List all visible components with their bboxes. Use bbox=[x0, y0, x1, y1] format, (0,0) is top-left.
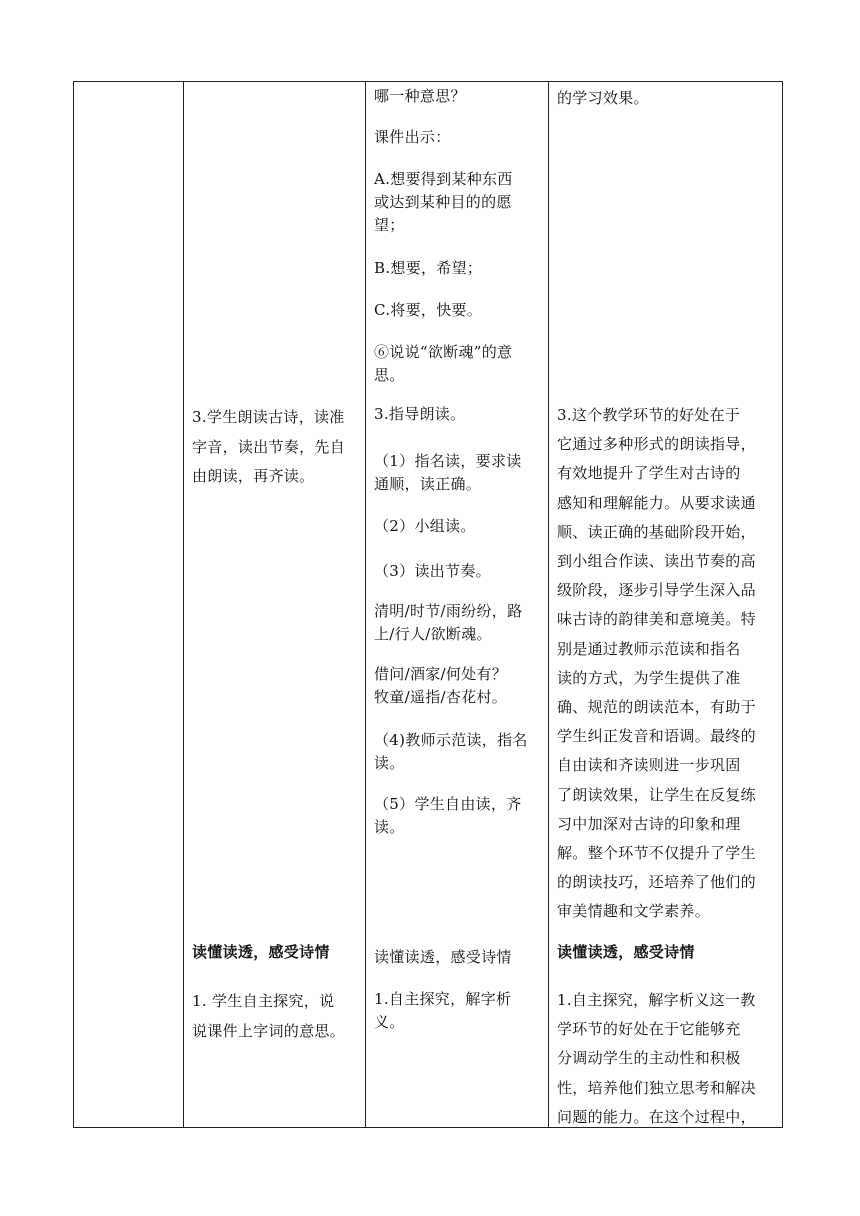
text-line: 它通过多种形式的朗读指导， bbox=[557, 435, 756, 454]
text-line: 1.自主探究，解字析 bbox=[374, 990, 512, 1008]
teacher-activity-column bbox=[365, 82, 548, 1127]
guide-reading-title: 3.指导朗读。 bbox=[374, 405, 466, 423]
text-line: 的朗读技巧，还培养了他们的 bbox=[557, 873, 756, 892]
explore-reflection-paragraph bbox=[557, 986, 756, 1132]
text-line: 读的方式，为学生提供了准 bbox=[557, 668, 741, 687]
text-line: A.想要得到某种东西 bbox=[374, 170, 513, 188]
text-line: 1.自主探究，解字析义这一教 bbox=[557, 991, 756, 1009]
text-line: 望； bbox=[374, 216, 405, 234]
text-line: 清明/时节/雨纷纷，路 bbox=[374, 602, 523, 620]
text-line: 字音，读出节奏，先自 bbox=[192, 437, 346, 456]
text-line: （4)教师示范读，指名 bbox=[374, 731, 528, 749]
text-line: 通顺，读正确。 bbox=[374, 475, 482, 493]
text-line: 性，培养他们独立思考和解决 bbox=[557, 1078, 756, 1097]
question-end-text: 哪一种意思？ bbox=[374, 87, 466, 105]
text-line: 感知和理解能力。从要求读通 bbox=[557, 493, 756, 512]
text-line: 自由读和齐读则进一步巩固 bbox=[557, 756, 741, 775]
text-line: 学生纠正发音和语调。最终的 bbox=[557, 727, 756, 746]
option-c: C.将要，快要。 bbox=[374, 301, 483, 319]
stage-column bbox=[74, 82, 183, 1127]
teacher-explore bbox=[374, 988, 511, 1034]
text-line: 确、规范的朗读范本，有助于 bbox=[557, 698, 756, 717]
text-line: 有效地提升了学生对古诗的 bbox=[557, 464, 741, 483]
reading-step-2: （2）小组读。 bbox=[374, 517, 476, 535]
effect-end-text: 的学习效果。 bbox=[557, 89, 649, 107]
text-line: 解。整个环节不仅提升了学生 bbox=[557, 844, 756, 863]
text-line: 味古诗的韵律美和意境美。特 bbox=[557, 610, 756, 629]
option-a bbox=[374, 168, 513, 237]
option-b: B.想要，希望； bbox=[374, 259, 483, 277]
poem-rhythm-line-2 bbox=[374, 663, 507, 709]
text-line: （5）学生自由读，齐 bbox=[374, 795, 522, 813]
text-line: 或达到某种目的的愿 bbox=[374, 193, 512, 211]
text-line: 上/行人/欲断魂。 bbox=[374, 625, 492, 643]
reading-step-4 bbox=[374, 729, 528, 775]
poem-rhythm-line-1 bbox=[374, 600, 522, 646]
question-6 bbox=[374, 341, 512, 387]
text-line: 问题的能力。在这个过程中， bbox=[557, 1107, 756, 1126]
text-line: 由朗读，再齐读。 bbox=[192, 467, 315, 485]
section-title: 读懂读透，感受诗情 bbox=[374, 948, 512, 966]
text-line: （1）指名读，要求读 bbox=[374, 452, 522, 470]
text-line: 借问/酒家/何处有？ bbox=[374, 665, 508, 683]
student-activity-column bbox=[183, 82, 365, 1127]
text-line: 了朗读效果，让学生在反复练 bbox=[557, 785, 756, 804]
text-line: 牧童/遥指/杏花村。 bbox=[374, 688, 508, 706]
reading-step-5 bbox=[374, 793, 522, 839]
text-line: 审美情趣和文学素养。 bbox=[557, 902, 711, 921]
text-line: 级阶段，逐步引导学生深入品 bbox=[557, 581, 756, 600]
text-line: 3.学生朗读古诗，读准 bbox=[192, 408, 345, 426]
student-activity-read-aloud bbox=[192, 403, 345, 492]
reading-reflection-paragraph bbox=[557, 401, 756, 927]
student-activity-explore bbox=[192, 987, 345, 1046]
design-intent-column bbox=[548, 82, 784, 1127]
text-line: 分调动学生的主动性和积极 bbox=[557, 1049, 741, 1068]
reading-step-3: （3）读出节奏。 bbox=[374, 562, 491, 580]
text-line: 习中加深对古诗的印象和理 bbox=[557, 814, 741, 833]
text-line: 读。 bbox=[374, 818, 405, 836]
text-line: 别是通过教师示范读和指名 bbox=[557, 639, 741, 658]
text-line: 顺、读正确的基础阶段开始， bbox=[557, 522, 756, 541]
text-line: 1. 学生自主探究，说 bbox=[192, 992, 335, 1010]
text-line: 3.这个教学环节的好处在于 bbox=[557, 406, 741, 424]
text-line: 思。 bbox=[374, 366, 405, 384]
text-line: ⑥说说“欲断魂”的意 bbox=[374, 343, 513, 361]
lesson-plan-table bbox=[73, 81, 783, 1128]
text-line: 义。 bbox=[374, 1013, 405, 1031]
text-line: 学环节的好处在于它能够充 bbox=[557, 1020, 741, 1039]
section-title: 读懂读透，感受诗情 bbox=[557, 943, 695, 961]
text-line: 读。 bbox=[374, 754, 405, 772]
courseware-label: 课件出示： bbox=[374, 128, 451, 146]
text-line: 说课件上字词的意思。 bbox=[192, 1021, 346, 1040]
text-line: 到小组合作读、读出节奏的高 bbox=[557, 552, 756, 571]
reading-step-1 bbox=[374, 450, 522, 496]
section-title: 读懂读透，感受诗情 bbox=[192, 943, 330, 961]
